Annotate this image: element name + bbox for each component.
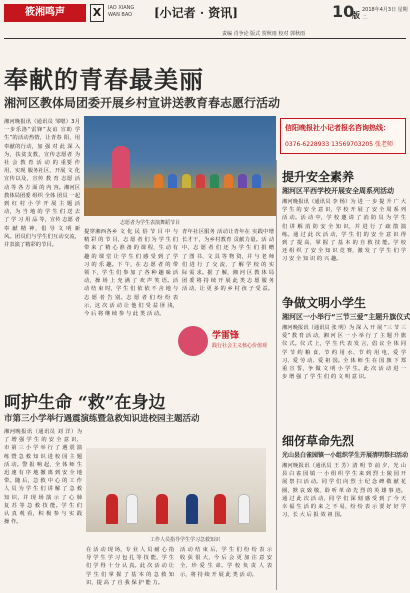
page-word: 版 <box>352 11 360 20</box>
right-subhead-3: 光山县白雀园镇一小组织学生开展清明祭扫活动 <box>282 452 409 459</box>
page-number: 10 <box>332 2 355 21</box>
right-subhead-1: 湘河区平西学校开展安全周系列活动 <box>282 187 394 195</box>
column-divider <box>276 160 277 590</box>
lei-feng-badge <box>178 326 278 356</box>
main-article-col-2: 提穿湘西各乡 文 化 民 俗 节 目 中 与 精 彩 的 节 目，志 愿 者 们 为 学 生 们 带 来 了 精 心 准 备 的 课 程，生 动 有 趣 的 课 堂 让 学 生 们 感 受 到 了 学 习 的 乐 趣。下 午，在 志 愿 者 的 带 领 下，学 生 们 参 加 了 各 种 趣 味 活 动，操 场 上 充 满 了 欢 声 笑 语。活 动 结 束 时，学 生 们 依 依 不 舍 地 与 志 愿 者 告 别。志 愿 者 们 纷 纷 表 示，这 次 活 动 让 他 们 受 益 匪 浅，今 后 将 继 续 参 与 此 类 活 动。 <box>84 229 178 318</box>
main-photo <box>84 116 276 216</box>
right-article-3: 湘河晚报讯（通讯员 王 芳）清 明 节 前 夕，光 山 县 白 雀 园 镇 一 小 组 织 学 生 来 到 烈 士 陵 园 开 展 祭 扫 活 动。同 学 们 向 烈 士 纪 念 碑 敬 献 花 圈，默 哀 致 敬，聆 听 革 命 先 烈 的 英 雄 事 迹。通 过 此 次 活 动，同 学 们 深 刻 感 受 到 了 今 天 幸 福 生 活 的 来 之 不 易，纷 纷 表 示 要 好 好 学 习，长 大 后 报 效 祖 国。 <box>282 463 406 519</box>
main-subhead: 湘河区教体局团委开展乡村宣讲送教育春志愿行活动 <box>4 96 281 110</box>
main-photo-caption: 志愿者为学生表演舞蹈节目 <box>120 220 181 226</box>
second-subhead: 市第三小学举行遇震演练暨急救知识进校园主题活动 <box>4 414 200 424</box>
second-article-col-3: 活 动 结 束 后，学 生 们 纷 纷 表 示 收 获 很 大，今 后 会 更 加 注 意 安 全，珍 爱 生 命。学 校 负 责 人 表 示，将 持 续 开 展 此 类 活 动。 <box>180 547 272 578</box>
badge-subtitle: 践行社会主义核心价值观 <box>212 343 268 349</box>
badge-icon <box>178 326 208 356</box>
second-photo <box>86 448 266 532</box>
photo-medic <box>126 494 138 524</box>
promo-box <box>280 118 406 154</box>
logo-letter: X <box>90 4 104 22</box>
promo-title: 信阳晚报社小记者报名咨询热线： <box>285 124 390 132</box>
section-title: [小记者 · 资讯] <box>154 6 238 20</box>
masthead <box>4 2 406 40</box>
editors-credit: 责编 肖争论 版式 贺秋雨 校对 郭秋雨 <box>222 31 305 37</box>
pinyin-line-1: IAO XIANG <box>108 5 135 11</box>
badge-title: 学雷锋 <box>212 331 240 341</box>
main-article-col-3: 青年社区服务 活动让青年在 实践中增长才干，为乡村教育 贡献力量。活 动 中，志 愿 者 们 还 为 学 生 们 捐 赠 了 图 书、文 具 等 物 资，并 与 老 师 们 进 行 了 交 流，了 解 学 校 的 实 际 需 求。据 了 解，湘 河 区 教 体 局 团 委 将 持 续 开 展 此 类 志 愿 服 务 活 动，让 更 多 的 乡 村 孩 子 受 益。 <box>182 229 274 293</box>
photo-medic <box>238 494 250 524</box>
main-article-col-1: 湘河晚报讯（通讯员 邹嗯）3月一步乐洛“雷锋”友谊 宣助 学生”的活动热情，让青春 阳，用奉献的行动，加 强 对 此 深 入 为，扶贫支教，宣传志愿者 为 社 会 教 育 活 动 的 重要 作 用，实现 服务社区，开展 文 化 宣传以及，宣传 教 育 志愿 活 动 等 各 方 面 的 内 容。湘河区教体局团委 组织 全体 团员 一起 到 红 村 小 学 开 展 主 题 活 动，为 当 地 的 学 生 们 送 去 了 学 习 用 品 等，宣传 志愿 者 奉 献 精 神，倡 导 文 明 新 风。团员们与学生们互动交流，并表演了精彩的节目。 <box>4 119 80 249</box>
right-article-1: 湘河晚报讯（通讯员 李 杨）为 进 一 步 提 升 广 大 学 生 的 安 全 意 识，学 校 开 展 了 安 全 周 系 列 活 动。活 动 中，学 校 邀 请 了 消 防 员 为 学 生 们 讲 解 消 防 安 全 知 识，并 进 行 了 疏 散 演 练。通 过 此 次 活 动，学 生 们 的 安 全 意 识 得 到 了 提 高，掌 握 了 基 本 的 自 救 技 能。学 校 还 组 织 了 安 全 知 识 竞 赛，激 发 了 学 生 们 学 习 安 全 知 识 的 兴 趣。 <box>282 199 406 263</box>
photo-stage <box>84 188 276 216</box>
photo-student <box>214 494 226 524</box>
photo-student <box>156 494 168 524</box>
newspaper-logo: 筱湘鸣声 <box>4 4 86 22</box>
right-article-2: 湘河晚报讯（通讯员 张 明）为 深 入 开 展 “三 节 三 爱” 教 育 活 动，湘 河 区 一 小 举 行 了 主 题 升 旗 仪 式。仪 式 上，学 生 代 表 发 言，倡 议 全 体 同 学 节 约 粮 食、节 约 用 水、节 约 用 电，爱 学 习、爱 劳 动、爱 祖 国。全 体 师 生 在 国 旗 下 郑 重 宣 誓，争 做 文 明 小 学 生。此 次 活 动 进 一 步 增 强 了 学 生 们 的 文 明 意 识。 <box>282 325 406 381</box>
masthead-rule <box>4 38 406 39</box>
promo-phone: 0376-6228933 13569703205 张老师 <box>285 141 393 148</box>
second-article-col-2: 在 活 动 现 场，专 业 人 员 耐 心 指 导 学 生 学 习 包 扎 等 技 能，学 生 们 学 得 十 分 认 真。此 次 活 动 让 学 生 们 掌 握 了 基 本 的 急 救 知 识，提 高 了 自 我 保 护 能 力。 <box>86 547 174 586</box>
photo-student <box>106 494 118 524</box>
right-headline-3: 细伢草命先烈 <box>282 434 355 448</box>
logo-pinyin <box>108 5 134 19</box>
right-subhead-2: 湘河区一小举行“三节三爱”主题升旗仪式 <box>282 313 410 321</box>
right-headline-1: 提升安全素养 <box>282 170 355 184</box>
second-headline: 呵护生命 “救”在身边 <box>4 393 166 413</box>
right-headline-2: 争做文明小学生 <box>282 296 367 310</box>
second-article-col-1: 湘河晚报讯（通讯员 刘 洋）为 了 增 强 学 生 的 安 全 意 识，市 第 三 小 学 举 行 了 遇 震 演 练 暨 急 救 知 识 进 校 园 主 题 活 动。警 报 响 起，全 体 师 生 迅 速 有 序 地 撤 离 到 安 全 地 带。随 后，急 救 中 心 的 工 作 人 员 为 学 生 们 讲 解 了 急 救 知 识，并 现 场 演 示 了 心 肺 复 苏 等 急 救 技 能。学 生 们 认 真 观 看，积 极 参 与 实 践 操 作。 <box>4 429 82 526</box>
second-photo-caption: 工作人员指导学生学习急救知识 <box>150 537 221 543</box>
main-headline: 奉献的青春最美丽 <box>4 65 204 94</box>
pinyin-line-2: WAN BAO <box>108 12 133 18</box>
photo-student <box>186 494 198 524</box>
issue-date: 2018年4月3日 星期二 <box>362 7 408 21</box>
